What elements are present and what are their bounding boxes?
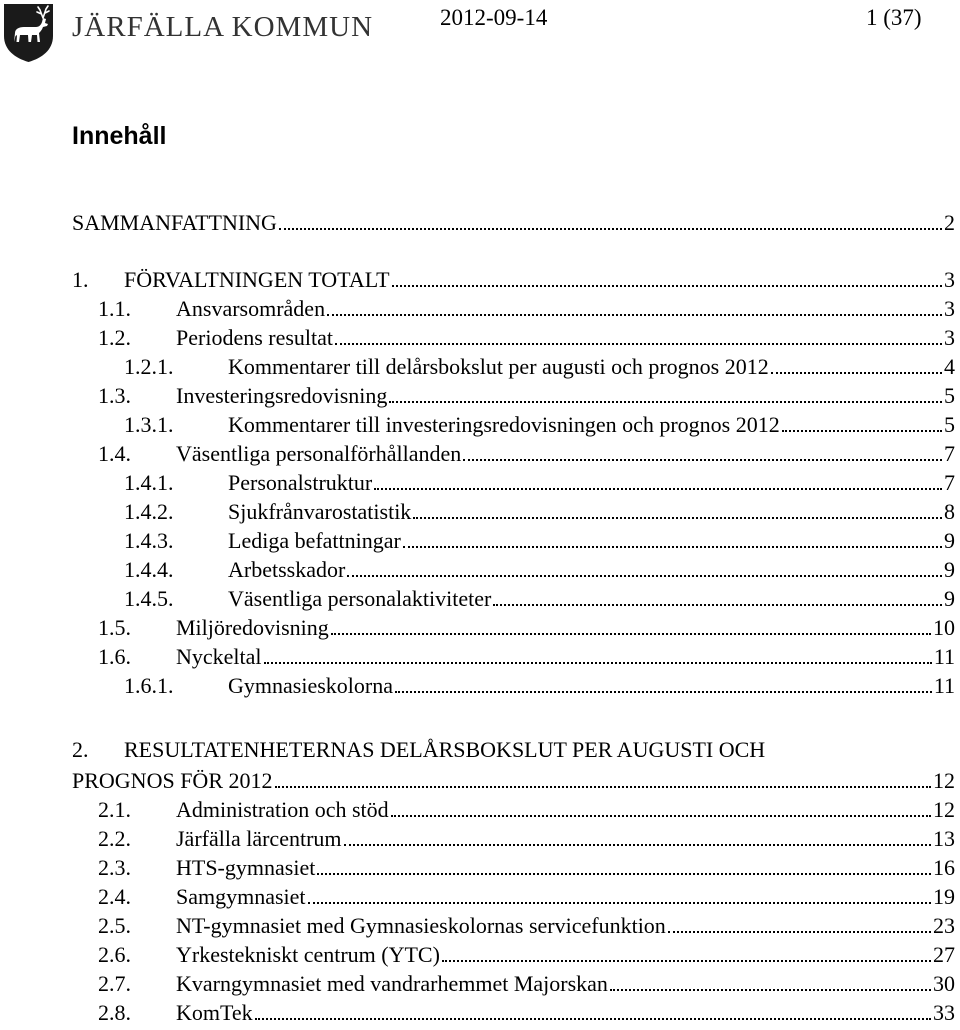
toc-entry-number: 2.3. (98, 855, 131, 880)
toc-entry-number: 2.8. (98, 1000, 131, 1025)
toc-entry-number: 1.3. (98, 383, 131, 408)
toc-entry-label: Ansvarsområden (176, 296, 326, 321)
toc-entry-page: 30 (933, 971, 955, 996)
toc-entry-page: 3 (944, 296, 955, 321)
toc-entry-miljoredovisning[interactable] (98, 611, 955, 640)
toc-entry-hts-gymnasiet[interactable] (98, 851, 955, 880)
toc-entry-number: 2.7. (98, 971, 131, 996)
toc-leader-dots (493, 604, 942, 606)
toc-leader-dots (279, 228, 942, 230)
toc-entry-page: 7 (944, 441, 955, 466)
toc-entry-number: 1.4.3. (124, 528, 174, 553)
toc-leader-dots (413, 517, 942, 519)
toc-entry-label: Väsentliga personalförhållanden (176, 441, 462, 466)
toc-entry-number: 1.5. (98, 615, 131, 640)
toc-entry-number: 1.4. (98, 441, 131, 466)
toc-entry-number: 2.5. (98, 913, 131, 938)
toc-leader-dots (389, 401, 942, 403)
municipality-logo-text: JÄRFÄLLA KOMMUN (72, 11, 374, 43)
toc-leader-dots (668, 931, 931, 933)
document-date: 2012-09-14 (440, 5, 548, 30)
toc-entry-page: 33 (933, 1000, 955, 1025)
toc-entry-page: 3 (944, 267, 955, 292)
toc-entry-label: FÖRVALTNINGEN TOTALT (124, 267, 390, 292)
toc-entry-number: 1.6.1. (124, 673, 174, 698)
toc-leader-dots (317, 873, 931, 875)
toc-leader-dots (610, 989, 931, 991)
toc-entry-number: 2. (72, 737, 89, 762)
toc-entry-label: Yrkestekniskt centrum (YTC) (176, 942, 440, 967)
toc-entry-label: HTS-gymnasiet (176, 855, 316, 880)
toc-entry-page: 8 (944, 499, 955, 524)
toc-entry-label: Investeringsredovisning (176, 383, 388, 408)
toc-entry-number: 2.4. (98, 884, 131, 909)
toc-entry-arbetsskador[interactable] (124, 553, 955, 582)
toc-entry-page: 2 (944, 210, 955, 235)
toc-entry-page: 13 (933, 826, 955, 851)
toc-entry-label: SAMMANFATTNING (72, 210, 277, 235)
toc-leader-dots (264, 662, 932, 664)
toc-entry-page: 16 (933, 855, 955, 880)
toc-entry-label: Gymnasieskolorna (228, 673, 393, 698)
toc-entry-nt-gymnasiet[interactable] (98, 909, 955, 938)
toc-entry-page: 9 (944, 557, 955, 582)
toc-entry-label: Periodens resultat (176, 325, 334, 350)
toc-entry-kommentarer-investeringsredovisningen[interactable] (124, 408, 955, 437)
toc-entry-label: PROGNOS FÖR 2012 (72, 768, 273, 793)
toc-entry-page: 7 (944, 470, 955, 495)
toc-entry-sjukfranvarostatistik[interactable] (124, 495, 955, 524)
toc-leader-dots (395, 691, 932, 693)
toc-entry-number: 1.4.2. (124, 499, 174, 524)
toc-entry-page: 11 (933, 673, 955, 698)
toc-entry-number: 1.4.5. (124, 586, 174, 611)
toc-entry-number: 1.3.1. (124, 412, 174, 437)
toc-entry-gymnasieskolorna[interactable] (124, 669, 955, 698)
toc-entry-number: 1.1. (98, 296, 131, 321)
toc-entry-label: Kvarngymnasiet med vandrarhemmet Majorskan (176, 971, 608, 996)
toc-entry-number: 1.6. (98, 644, 131, 669)
toc-entry-lediga-befattningar[interactable] (124, 524, 955, 553)
toc-leader-dots (347, 575, 942, 577)
toc-entry-page: 9 (944, 528, 955, 553)
toc-entry-komtek[interactable] (98, 996, 955, 1025)
toc-entry-label: Järfälla lärcentrum (176, 826, 342, 851)
toc-leader-dots (335, 343, 942, 345)
toc-entry-number: 1.4.1. (124, 470, 174, 495)
toc-entry-forvaltningen-totalt[interactable] (72, 263, 955, 292)
toc-entry-label: KomTek (176, 1000, 253, 1025)
toc-entry-page: 10 (933, 615, 955, 640)
toc-entry-vasentliga-personalforhallanden[interactable] (98, 437, 955, 466)
toc-entry-label: Arbetsskador (228, 557, 346, 582)
toc-entry-personalstruktur[interactable] (124, 466, 955, 495)
toc-entry-yrkestekniskt-centrum[interactable] (98, 938, 955, 967)
toc-entry-jarfalla-larcentrum[interactable] (98, 822, 955, 851)
toc-leader-dots (308, 902, 931, 904)
toc-leader-dots (442, 960, 931, 962)
toc-leader-dots (344, 844, 931, 846)
toc-entry-ansvarsomraden[interactable] (98, 292, 955, 321)
toc-leader-dots (392, 285, 942, 287)
toc-entry-number: 1. (72, 267, 89, 292)
toc-entry-number: 2.2. (98, 826, 131, 851)
toc-entry-kommentarer-delarsbokslut[interactable] (124, 350, 955, 379)
toc-entry-label: Samgymnasiet (176, 884, 306, 909)
toc-entry-label: Lediga befattningar (228, 528, 401, 553)
toc-leader-dots (331, 633, 931, 635)
toc-entry-periodens-resultat[interactable] (98, 321, 955, 350)
toc-entry-label: Administration och stöd (176, 797, 389, 822)
municipal-crest-logo (2, 2, 55, 64)
toc-entry-label: Kommentarer till delårsbokslut per augusti och prognos 2012 (228, 354, 769, 379)
toc-entry-kvarngymnasiet[interactable] (98, 967, 955, 996)
toc-entry-page: 12 (933, 768, 955, 793)
toc-entry-page: 3 (944, 325, 955, 350)
toc-entry-number: 1.4.4. (124, 557, 174, 582)
page-number: 1 (37) (866, 5, 922, 30)
toc-leader-dots (275, 786, 932, 788)
toc-entry-samgymnasiet[interactable] (98, 880, 955, 909)
toc-entry-resultatenheternas-line1[interactable] (72, 735, 765, 764)
toc-entry-page: 5 (944, 412, 955, 437)
toc-entry-page: 23 (933, 913, 955, 938)
toc-entry-label: Miljöredovisning (176, 615, 329, 640)
toc-leader-dots (771, 372, 942, 374)
toc-leader-dots (782, 430, 942, 432)
toc-entry-nyckeltal[interactable] (98, 640, 955, 669)
toc-leader-dots (255, 1018, 931, 1020)
toc-entry-page: 19 (933, 884, 955, 909)
toc-entry-label: Kommentarer till investeringsredovisningen och prognos 2012 (228, 412, 780, 437)
toc-entry-page: 11 (933, 644, 955, 669)
toc-entry-vasentliga-personalaktiviteter[interactable] (124, 582, 955, 611)
toc-entry-page: 5 (944, 383, 955, 408)
toc-entry-number: 2.6. (98, 942, 131, 967)
toc-entry-resultatenheternas-line2[interactable] (72, 764, 955, 793)
toc-entry-number: 1.2.1. (124, 354, 174, 379)
toc-entry-administration-och-stod[interactable] (98, 793, 955, 822)
toc-entry-investeringsredovisning[interactable] (98, 379, 955, 408)
toc-leader-dots (463, 459, 942, 461)
toc-entry-page: 9 (944, 586, 955, 611)
toc-entry-page: 4 (944, 354, 955, 379)
toc-leader-dots (374, 488, 942, 490)
toc-entry-label: Nyckeltal (176, 644, 262, 669)
toc-entry-label: Väsentliga personalaktiviteter (228, 586, 492, 611)
toc-title: Innehåll (72, 122, 167, 150)
toc-leader-dots (391, 815, 931, 817)
toc-entry-page: 12 (933, 797, 955, 822)
toc-entry-label: Sjukfrånvarostatistik (228, 499, 412, 524)
toc-entry-page: 27 (933, 942, 955, 967)
toc-entry-sammanfattning[interactable] (72, 206, 955, 235)
toc-leader-dots (327, 314, 942, 316)
toc-entry-label: NT-gymnasiet med Gymnasieskolornas servicefunktion (176, 913, 666, 938)
toc-leader-dots (403, 546, 942, 548)
toc-entry-number: 1.2. (98, 325, 131, 350)
toc-entry-number: 2.1. (98, 797, 131, 822)
toc-entry-label: Personalstruktur (228, 470, 373, 495)
toc-entry-label: RESULTATENHETERNAS DELÅRSBOKSLUT PER AUGUSTI OCH (124, 737, 766, 762)
